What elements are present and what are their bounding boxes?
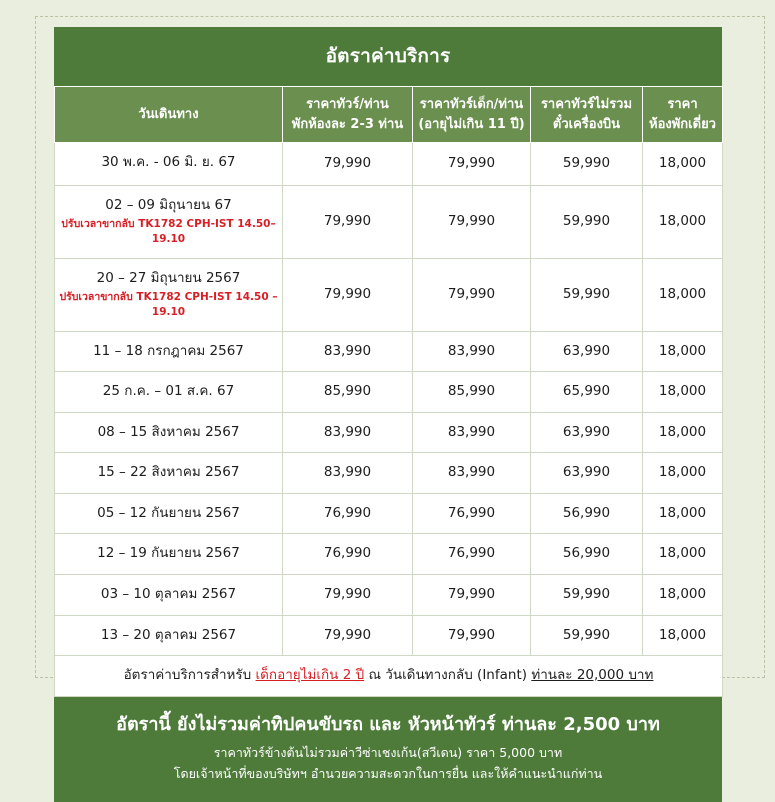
- cell-no-air: 59,990: [531, 574, 643, 615]
- cell-adult: 79,990: [283, 143, 413, 186]
- cell-date-text: 20 – 27 มิถุนายน 2567: [96, 269, 241, 286]
- cell-date: 05 – 12 กันยายน 2567: [55, 493, 283, 534]
- cell-adult: 79,990: [283, 615, 413, 656]
- cell-child: 76,990: [413, 534, 531, 575]
- rate-sheet: [54, 27, 722, 802]
- infant-note-middle: ณ วันเดินทางกลับ (Infant): [364, 667, 532, 684]
- table-row: [55, 534, 723, 575]
- cell-adult: 76,990: [283, 493, 413, 534]
- cell-single: 18,000: [643, 185, 723, 258]
- cell-no-air: 63,990: [531, 412, 643, 453]
- cell-date: 03 – 10 ตุลาคม 2567: [55, 574, 283, 615]
- page-title: อัตราค่าบริการ: [54, 27, 722, 86]
- cell-adult: 85,990: [283, 372, 413, 413]
- cell-adult: 79,990: [283, 574, 413, 615]
- cell-child: 79,990: [413, 185, 531, 258]
- column-header-child-sub: (อายุไม่เกิน 11 ปี): [418, 116, 525, 132]
- cell-adult: 79,990: [283, 258, 413, 331]
- table-row: [55, 493, 723, 534]
- cell-date: [55, 258, 283, 331]
- cell-date: 12 – 19 กันยายน 2567: [55, 534, 283, 575]
- cell-date-text: 02 – 09 มิถุนายน 67: [105, 196, 232, 213]
- column-header-date: [55, 87, 283, 143]
- cell-date-note: ปรับเวลาขากลับ TK1782 CPH-IST 14.50 – 19.10: [59, 291, 278, 319]
- rate-table: [54, 86, 723, 697]
- cell-single: 18,000: [643, 534, 723, 575]
- column-header-single-sub: ห้องพักเดี่ยว: [649, 116, 716, 132]
- cell-adult: 83,990: [283, 412, 413, 453]
- column-header-date-label: วันเดินทาง: [138, 106, 199, 122]
- table-body: [55, 143, 723, 697]
- cell-child: 83,990: [413, 412, 531, 453]
- column-header-no-air-label: ราคาทัวร์ไม่รวม: [540, 97, 633, 112]
- infant-note-row: [55, 656, 723, 697]
- infant-note-cell: [55, 656, 723, 697]
- infant-note-amount: ท่านละ 20,000 บาท: [531, 667, 654, 684]
- column-header-child: [413, 87, 531, 143]
- column-header-no-air: [531, 87, 643, 143]
- table-header: [55, 87, 723, 143]
- cell-child: 79,990: [413, 574, 531, 615]
- cell-child: 79,990: [413, 143, 531, 186]
- cell-no-air: 59,990: [531, 258, 643, 331]
- cell-no-air: 59,990: [531, 185, 643, 258]
- cell-single: 18,000: [643, 493, 723, 534]
- cell-no-air: 59,990: [531, 143, 643, 186]
- cell-single: 18,000: [643, 372, 723, 413]
- cell-date: [55, 185, 283, 258]
- footer-notice: [54, 697, 722, 802]
- cell-child: 79,990: [413, 258, 531, 331]
- column-header-adult-sub: พักห้องละ 2-3 ท่าน: [291, 116, 404, 132]
- infant-note-highlight: เด็กอายุไม่เกิน 2 ปี: [255, 667, 365, 684]
- cell-date: 08 – 15 สิงหาคม 2567: [55, 412, 283, 453]
- column-header-adult-label: ราคาทัวร์/ท่าน: [306, 97, 389, 112]
- cell-date: 13 – 20 ตุลาคม 2567: [55, 615, 283, 656]
- table-row: [55, 143, 723, 186]
- footer-sub-line-2: โดยเจ้าหน้าที่ของบริษัทฯ อำนวยความสะดวกในการยื่น และให้คำแนะนำแก่ท่าน: [173, 765, 603, 781]
- cell-adult: 83,990: [283, 453, 413, 494]
- cell-no-air: 63,990: [531, 453, 643, 494]
- infant-note-prefix: อัตราค่าบริการสำหรับ: [123, 667, 256, 684]
- table-row: [55, 185, 723, 258]
- table-row: [55, 258, 723, 331]
- cell-single: 18,000: [643, 331, 723, 372]
- column-header-adult: [283, 87, 413, 143]
- cell-child: 79,990: [413, 615, 531, 656]
- footer-sub-line-1: ราคาทัวร์ข้างต้นไม่รวมค่าวีซ่าเชงเก้น(สวีเดน) ราคา 5,000 บาท: [213, 744, 563, 760]
- cell-date-note: ปรับเวลาขากลับ TK1782 CPH-IST 14.50–19.10: [61, 218, 276, 246]
- table-row: [55, 615, 723, 656]
- cell-child: 76,990: [413, 493, 531, 534]
- cell-no-air: 63,990: [531, 331, 643, 372]
- table-row: [55, 331, 723, 372]
- table-row: [55, 412, 723, 453]
- cell-single: 18,000: [643, 258, 723, 331]
- column-header-child-label: ราคาทัวร์เด็ก/ท่าน: [419, 97, 524, 112]
- cell-single: 18,000: [643, 615, 723, 656]
- column-header-single-label: ราคา: [667, 97, 698, 112]
- cell-no-air: 56,990: [531, 493, 643, 534]
- footer-sub-block: [64, 742, 712, 785]
- cell-child: 83,990: [413, 453, 531, 494]
- cell-adult: 83,990: [283, 331, 413, 372]
- cell-date-text: 30 พ.ค. - 06 มิ. ย. 67: [101, 154, 236, 170]
- table-row: [55, 574, 723, 615]
- table-header-row: [55, 87, 723, 143]
- column-header-no-air-sub: ตั๋วเครื่องบิน: [552, 116, 621, 132]
- cell-no-air: 59,990: [531, 615, 643, 656]
- cell-adult: 76,990: [283, 534, 413, 575]
- cell-single: 18,000: [643, 453, 723, 494]
- footer-main-text: อัตรานี้ ยังไม่รวมค่าทิปคนขับรถ และ หัวหน้าทัวร์ ท่านละ 2,500 บาท: [116, 713, 660, 735]
- cell-date: 11 – 18 กรกฎาคม 2567: [55, 331, 283, 372]
- cell-single: 18,000: [643, 412, 723, 453]
- cell-date: 25 ก.ค. – 01 ส.ค. 67: [55, 372, 283, 413]
- cell-single: 18,000: [643, 574, 723, 615]
- cell-date: 15 – 22 สิงหาคม 2567: [55, 453, 283, 494]
- cell-no-air: 65,990: [531, 372, 643, 413]
- cell-adult: 79,990: [283, 185, 413, 258]
- cell-date: [55, 143, 283, 186]
- table-row: [55, 453, 723, 494]
- cell-child: 85,990: [413, 372, 531, 413]
- column-header-single: [643, 87, 723, 143]
- cell-no-air: 56,990: [531, 534, 643, 575]
- table-row: [55, 372, 723, 413]
- cell-child: 83,990: [413, 331, 531, 372]
- cell-single: 18,000: [643, 143, 723, 186]
